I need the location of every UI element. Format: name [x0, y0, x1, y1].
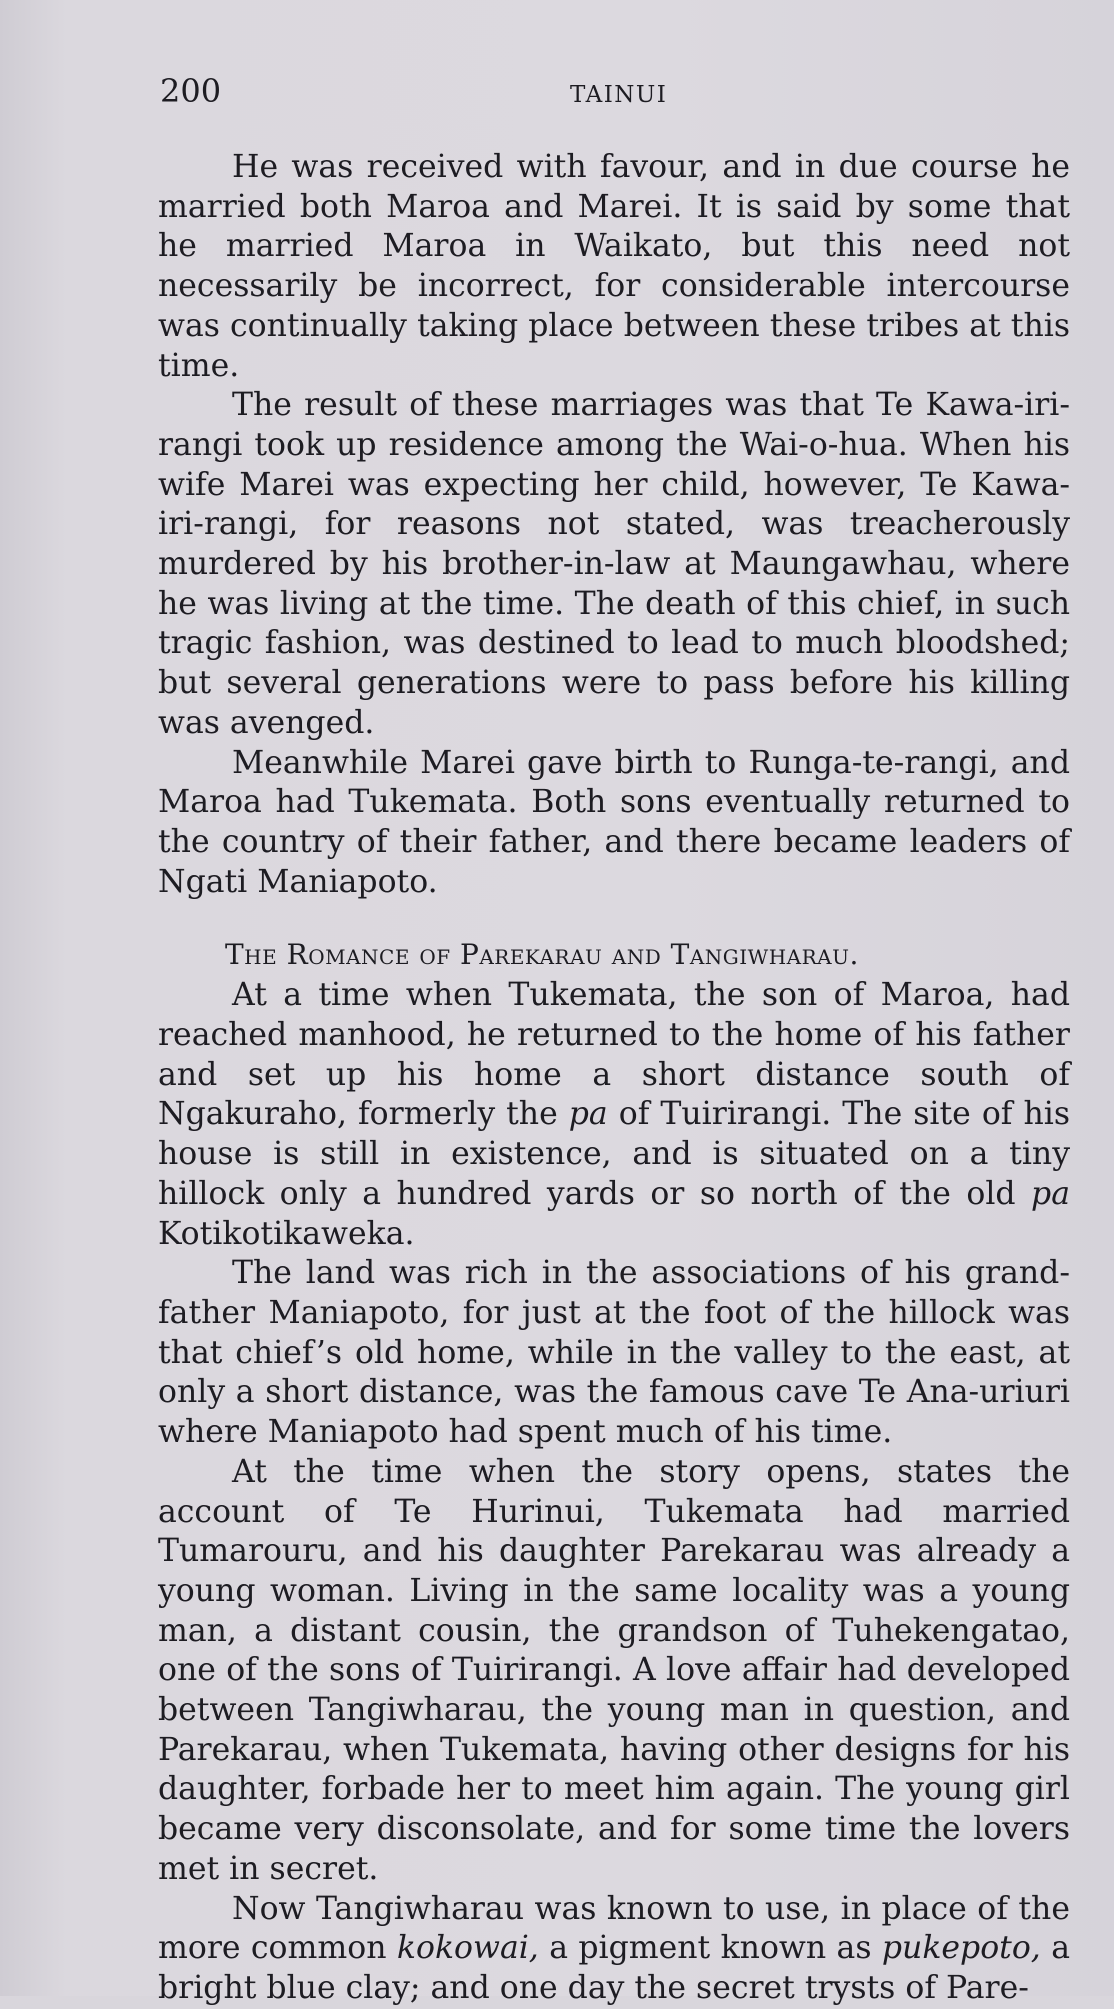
text-run: a bright blue clay; and one day the secret trysts of Pare- [158, 1930, 1070, 2006]
running-title: TAINUI [570, 82, 668, 108]
text-run: At a time when Tukemata, the son of Maroa, had reached manhood, he returned to the home of his father and set up his home a short distance south of Ngakuraho, formerly the [158, 977, 1070, 1133]
page-number: 200 [160, 72, 222, 110]
italic-term: pa [1031, 1175, 1070, 1212]
body-text [158, 148, 1070, 2009]
paragraph [158, 1254, 1070, 1453]
paragraph [158, 1890, 1070, 2009]
text-run: He was received with favour, and in due course he married both Maroa and Marei. It is said by some that he married Maroa in Waikato, but this need not necessarily be incorrect, for considerable intercourse was continually taking place between these tribes at this time. [158, 149, 1070, 384]
text-run: Meanwhile Marei gave birth to Runga-te-rangi, and Maroa had Tukemata. Both sons eventually returned to the country of their father, and there became leaders of Ngati Maniapoto. [158, 744, 1070, 900]
italic-term: pa [568, 1096, 608, 1133]
text-run: The result of these marriages was that Te Kawa-iri-rangi took up residence among the Wai-o-hua. When his wife Marei was expecting her child, however, Te Kawa-iri-rangi, for reasons not stated, was treacherously murdered by his brother-in-law at Maungawhau, where he was living at the time. The death of this chief, in such tragic fashion, was destined to lead to much bloodshed; but several generations were to pass before his killing was avenged. [158, 387, 1070, 741]
text-run: Kotikotikaweka. [158, 1215, 415, 1252]
paragraph-group-1 [158, 148, 1070, 902]
italic-term: kokowai, [396, 1930, 539, 1967]
paragraph [158, 976, 1070, 1254]
text-run: At the time when the story opens, states the account of Te Hurinui, Tukemata had married Tumarouru, and his daughter Parekarau was already a young woman. Living in the same locality was a young man, a distant cousin, the grandson of Tuhekengatao, one of the sons of Tuirirangi. A love affair had developed between Tangiwharau, the young man in question, and Parekarau, when Tukemata, having other designs for his daughter, forbade her to meet him again. The young girl became very disconsolate, and for some time the lovers met in secret. [158, 1453, 1070, 1887]
text-run: The land was rich in the associations of his grandfather Maniapoto, for just at the foot of the hillock was that chief’s old home, while in the valley to the east, at only a short distance, was the famous cave Te Ana-uriuri where Maniapoto had spent much of his time. [158, 1255, 1070, 1451]
italic-term: pukepoto, [881, 1930, 1041, 1967]
text-run: of Tuirirangi. The site of his house is still in existence, and is situated on a tiny hillock only a hundred yards or so north of the old [158, 1096, 1070, 1212]
paragraph [158, 1453, 1070, 1890]
text-run: a pigment known as [538, 1930, 882, 1967]
paragraph-group-2 [158, 976, 1070, 2008]
page-header [160, 72, 1070, 116]
section-heading: The Romance of Parekarau and Tangiwharau. [225, 938, 859, 972]
text-run: Now Tangiwharau was known to use, in place of the more common [158, 1890, 1070, 1967]
paragraph [158, 386, 1070, 743]
paragraph [158, 148, 1070, 386]
paragraph [158, 744, 1070, 903]
